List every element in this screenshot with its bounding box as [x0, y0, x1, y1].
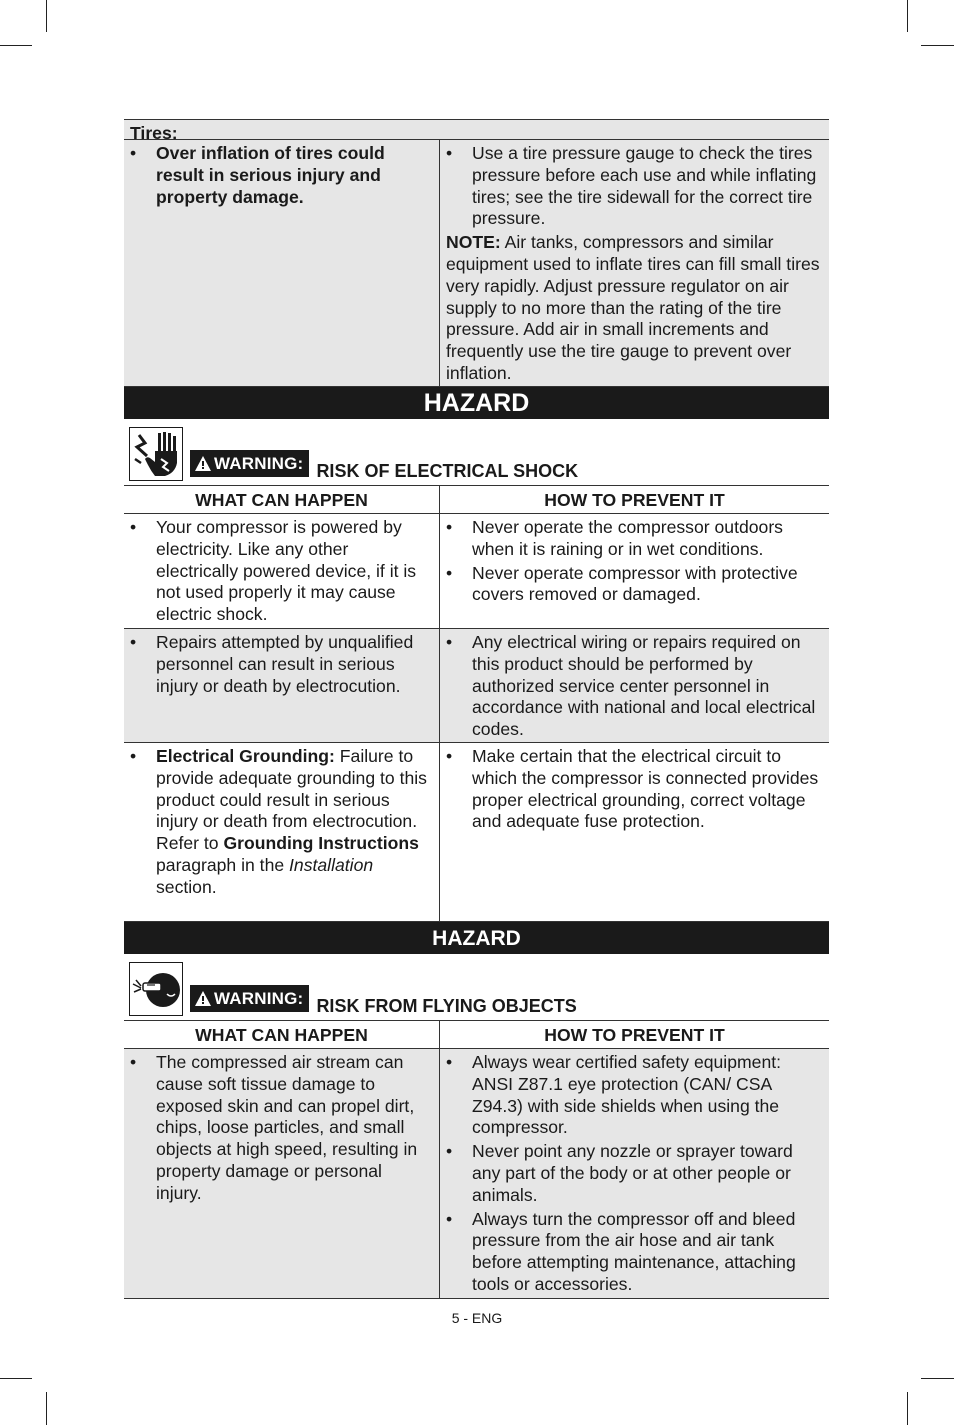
tires-prevent-cell [440, 140, 829, 386]
list-item: • Never point any nozzle or sprayer toward any part of the body or at other people or animals. [446, 1141, 793, 1205]
crop-mark [921, 1378, 954, 1379]
col-what-can-happen: WHAT CAN HAPPEN [124, 1021, 440, 1048]
hazard-banner: HAZARD [124, 387, 829, 419]
electrical-warning-line [124, 419, 829, 486]
tires-what-cell [124, 140, 440, 386]
flying-objects-icon [129, 962, 183, 1016]
list-item: • Repairs attempted by unqualified personnel can result in serious injury or death by electrocution. [130, 632, 414, 696]
col-how-to-prevent: HOW TO PREVENT IT [544, 490, 725, 510]
risk-title: RISK OF ELECTRICAL SHOCK [316, 461, 579, 482]
warning-triangle-icon [195, 456, 211, 471]
hazard-banner: HAZARD [124, 922, 829, 954]
list-item: • Never operate the compressor outdoors when it is raining or in wet conditions. [446, 517, 783, 559]
tires-header: Tires: [124, 119, 829, 140]
list-item: • Always wear certified safety equipment: ANSI Z87.1 eye protection (CAN/ CSA Z94.3) with side shields when using the compressor. [446, 1052, 782, 1138]
tires-row [124, 140, 829, 387]
crop-mark [921, 45, 954, 46]
list-item: • Any electrical wiring or repairs required on this product should be performed by authorized service center personnel in accordance with national and local electrical codes. [446, 632, 816, 740]
flying-row [124, 1049, 829, 1299]
list-item: • Electrical Grounding: Failure to provide adequate grounding to this product could result in serious injury or death from electrocution. Refer to Grounding Instructions paragraph in the Installation section. [130, 746, 427, 897]
warning-badge: WARNING: [190, 450, 309, 477]
crop-mark [907, 1392, 908, 1425]
safety-table [124, 119, 829, 1299]
list-item: • The compressed air stream can cause soft tissue damage to exposed skin and can propel dirt, chips, loose particles, and small objects at high speed, resulting in property damage or personal injury. [130, 1052, 418, 1203]
tires-hazard-text: Over inflation of tires could result in serious injury and property damage. [156, 143, 385, 207]
crop-mark [46, 1392, 47, 1425]
col-how-to-prevent: HOW TO PREVENT IT [544, 1025, 725, 1045]
tires-note: NOTE: Air tanks, compressors and similar equipment used to inflate tires can fill small tires very rapidly. Adjust pressure regulator on air supply to no more than the rating of the tire pressure. Add air in small increments and frequently use the tire gauge to prevent over inflation. [446, 232, 820, 383]
electrical-row-3 [124, 743, 829, 922]
col-what-can-happen: WHAT CAN HAPPEN [124, 486, 440, 513]
warning-badge: WARNING: [190, 985, 309, 1012]
list-item: • Make certain that the electrical circuit to which the compressor is connected provides proper electrical grounding, correct voltage and adequate fuse protection. [446, 746, 819, 832]
page-number: 5 - ENG [451, 1310, 503, 1326]
column-headers [124, 486, 829, 514]
electric-shock-icon [129, 427, 183, 481]
crop-mark [907, 0, 908, 32]
list-item: • Your compressor is powered by electricity. Like any other electrically powered device, if it is not used properly it may cause electric shock. [130, 517, 417, 625]
list-item: • Over inflation of tires could result in serious injury and property damage. [130, 143, 431, 208]
column-headers [124, 1021, 829, 1049]
warning-triangle-icon [195, 991, 211, 1006]
flying-warning-line [124, 954, 829, 1021]
list-item: • Never operate compressor with protective covers removed or damaged. [446, 562, 798, 605]
electrical-row-1 [124, 514, 829, 629]
crop-mark [0, 45, 32, 46]
crop-mark [0, 1378, 32, 1379]
risk-title: RISK FROM FLYING OBJECTS [316, 996, 577, 1017]
tires-prevent-text: Use a tire pressure gauge to check the tires pressure before each use and while inflating tires; see the tire sidewall for the correct tire pressure. [472, 143, 817, 229]
list-item: • Use a tire pressure gauge to check the tires pressure before each use and while inflating tires; see the tire sidewall for the correct tire pressure. [446, 143, 823, 230]
list-item: • Always turn the compressor off and bleed pressure from the air hose and air tank before attempting maintenance, attaching tools or accessories. [446, 1208, 796, 1294]
electrical-row-2 [124, 629, 829, 743]
crop-mark [46, 0, 47, 32]
